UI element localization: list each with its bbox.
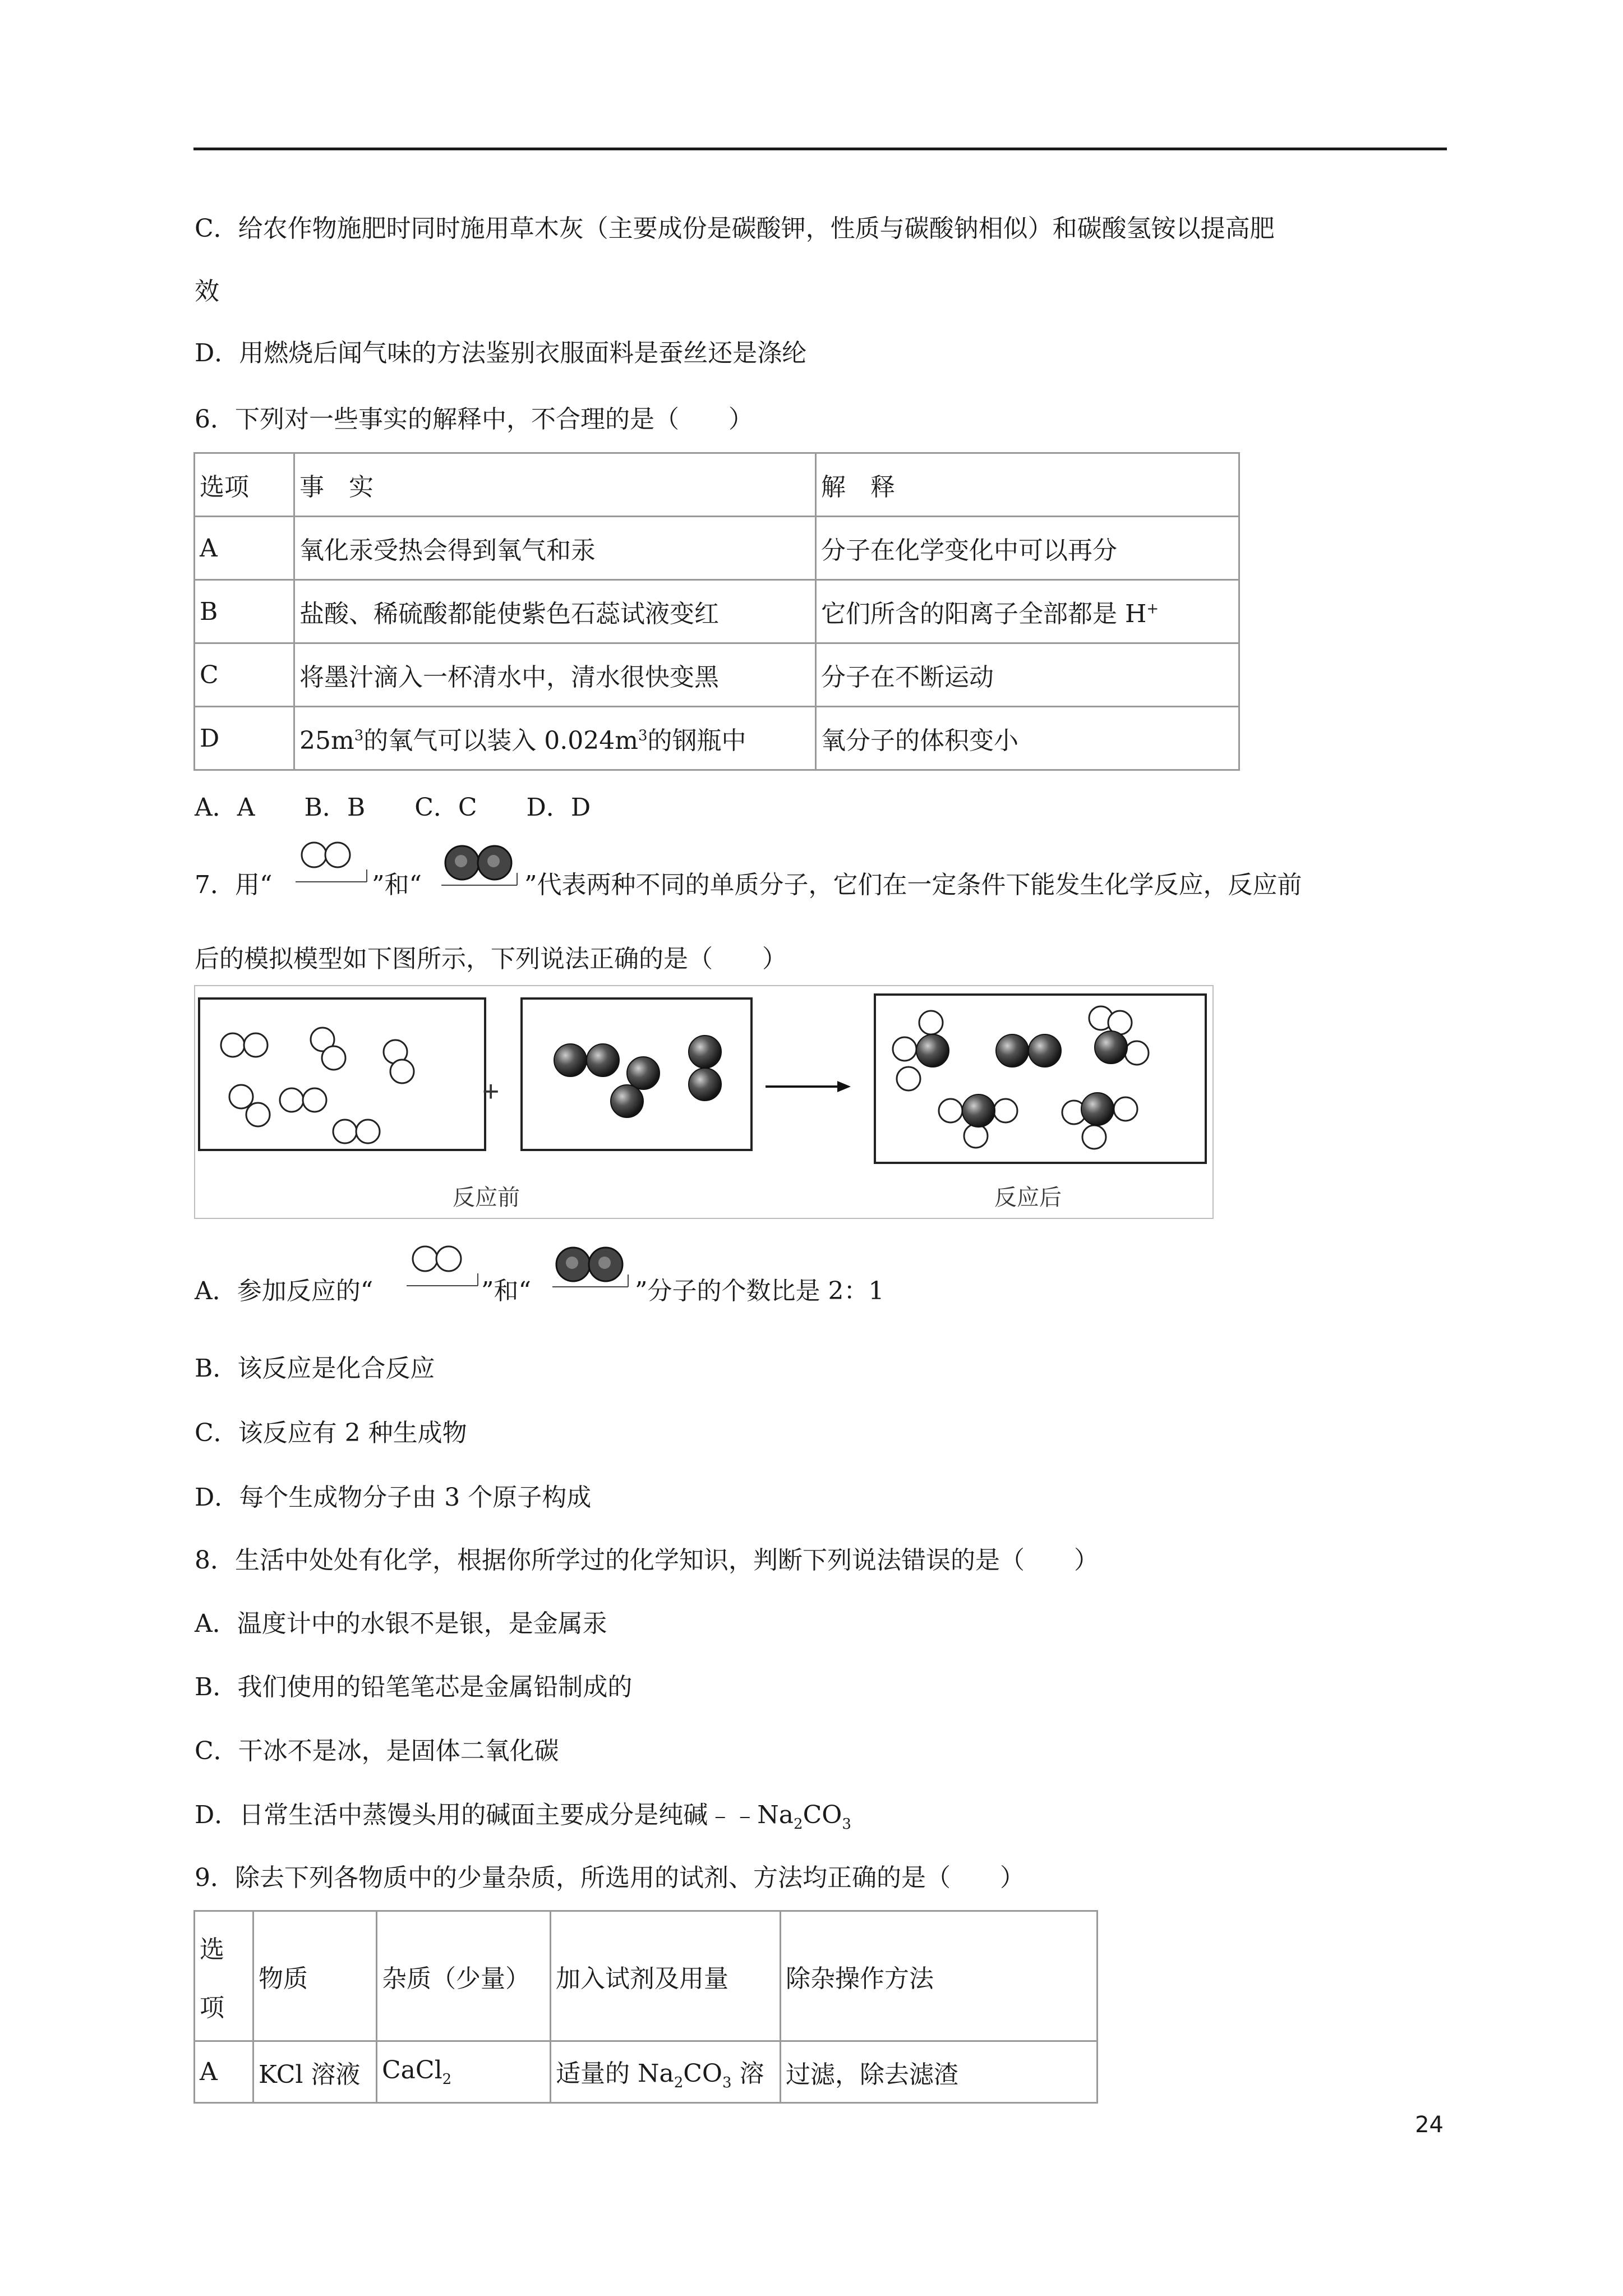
q5-option-c-line1: C．给农作物施肥时同时施用草木灰（主要成份是碳酸钾，性质与碳酸钠相似）和碳酸氢铵以提高肥	[195, 214, 1275, 243]
header-option-char: 项	[200, 1993, 224, 2022]
reagent-text: CO	[683, 2059, 723, 2088]
q7-option-d: D．每个生成物分子由 3 个原子构成	[195, 1483, 592, 1512]
q7-stem-part2: ”和“	[372, 871, 422, 899]
reagent-text: 适量的 Na	[556, 2059, 674, 2088]
row-option: A	[195, 2041, 253, 2103]
superscript: +	[1146, 600, 1159, 618]
fact-part: 的氧气可以装入 0.024m	[363, 726, 638, 755]
header-option	[195, 1911, 253, 2041]
row-option: D	[195, 707, 294, 770]
subscript: 2	[794, 1815, 803, 1833]
subscript: 3	[722, 2074, 732, 2091]
dark-molecule-icon	[439, 836, 523, 892]
row-explanation: 分子在化学变化中可以再分	[816, 517, 1239, 580]
row-substance: KCl 溶液	[253, 2041, 377, 2103]
header-option-char: 选	[200, 1935, 224, 1964]
fact-part: 25m	[299, 726, 354, 755]
table-header-row	[195, 1911, 1098, 2041]
header-impurity: 杂质（少量）	[377, 1911, 551, 2041]
explanation-text: 它们所含的阳离子全部都是 H	[821, 600, 1147, 628]
q8-option-c: C．干冰不是冰，是固体二氧化碳	[195, 1737, 559, 1765]
row-fact	[294, 707, 816, 770]
table-row	[195, 707, 1239, 770]
option-text: D．日常生活中蒸馒头用的碱面主要成分是纯碱﹣﹣Na	[195, 1801, 794, 1829]
row-fact: 氧化汞受热会得到氧气和汞	[294, 517, 816, 580]
row-explanation	[816, 580, 1239, 643]
table-row	[195, 643, 1239, 707]
subscript: 2	[674, 2074, 684, 2091]
q6-stem: 6．下列对一些事实的解释中，不合理的是（ ）	[195, 405, 753, 434]
superscript: 3	[354, 727, 364, 744]
row-explanation: 分子在不断运动	[816, 643, 1239, 707]
white-molecule-icon	[404, 1240, 482, 1296]
q8-option-d	[195, 1798, 851, 1841]
header-fact: 事 实	[294, 453, 816, 517]
q7-option-b: B．该反应是化合反应	[195, 1354, 435, 1383]
q8-option-a: A．温度计中的水银不是银，是金属汞	[195, 1609, 607, 1638]
impurity-text: CaCl	[382, 2056, 442, 2085]
q7-stem-line2: 后的模拟模型如下图所示，下列说法正确的是（ ）	[195, 945, 787, 973]
q7-option-a-part3: ”分子的个数比是 2：1	[635, 1277, 884, 1305]
q7-option-a-part2: ”和“	[481, 1277, 531, 1305]
dark-molecule-icon	[550, 1237, 634, 1294]
page-number: 24	[1415, 2112, 1444, 2138]
plus-sign: +	[482, 1075, 500, 1108]
q7-stem-part3: ”代表两种不同的单质分子，它们在一定条件下能发生化学反应，反应前	[524, 871, 1302, 899]
table-header-row	[195, 453, 1239, 517]
row-fact: 盐酸、稀硫酸都能使紫色石蕊试液变红	[294, 580, 816, 643]
q6-choices: A．A B．B C．C D．D	[195, 793, 591, 822]
q6-table	[193, 452, 1240, 771]
header-option: 选项	[195, 453, 294, 517]
row-explanation: 氧分子的体积变小	[816, 707, 1239, 770]
reaction-model-figure	[193, 984, 1214, 1220]
option-text: CO	[803, 1801, 842, 1829]
superscript: 3	[638, 727, 648, 744]
q7-option-a-part1: A．参加反应的“	[195, 1277, 374, 1305]
white-molecule-icon	[293, 836, 371, 892]
q9-table	[193, 1910, 1098, 2104]
table-row	[195, 517, 1239, 580]
label-after-reaction: 反应后	[994, 1185, 1062, 1211]
subscript: 3	[842, 1815, 851, 1833]
header-rule	[193, 148, 1447, 150]
header-explanation: 解 释	[816, 453, 1239, 517]
row-fact: 将墨汁滴入一杯清水中，清水很快变黑	[294, 643, 816, 707]
header-substance: 物质	[253, 1911, 377, 2041]
q9-stem: 9．除去下列各物质中的少量杂质，所选用的试剂、方法均正确的是（ ）	[195, 1864, 1025, 1892]
q5-option-d: D．用燃烧后闻气味的方法鉴别衣服面料是蚕丝还是涤纶	[195, 339, 807, 367]
table-row	[195, 580, 1239, 643]
header-reagent: 加入试剂及用量	[551, 1911, 781, 2041]
fact-part: 的钢瓶中	[647, 726, 746, 755]
row-option: C	[195, 643, 294, 707]
row-option: B	[195, 580, 294, 643]
header-method: 除杂操作方法	[781, 1911, 1098, 2041]
reagent-text: 溶	[731, 2059, 764, 2088]
q7-option-c: C．该反应有 2 种生成物	[195, 1419, 467, 1447]
row-method: 过滤，除去滤渣	[781, 2041, 1098, 2103]
row-impurity	[377, 2041, 551, 2103]
q7-stem-part1: 7．用“	[195, 871, 273, 899]
label-before-reaction: 反应前	[453, 1185, 520, 1211]
table-row	[195, 2041, 1098, 2103]
row-option: A	[195, 517, 294, 580]
q8-stem: 8．生活中处处有化学，根据你所学过的化学知识，判断下列说法错误的是（ ）	[195, 1546, 1099, 1575]
q5-option-c-line2: 效	[195, 277, 219, 306]
row-reagent	[551, 2041, 781, 2103]
subscript: 2	[442, 2070, 452, 2088]
q8-option-b: B．我们使用的铅笔笔芯是金属铅制成的	[195, 1673, 633, 1701]
